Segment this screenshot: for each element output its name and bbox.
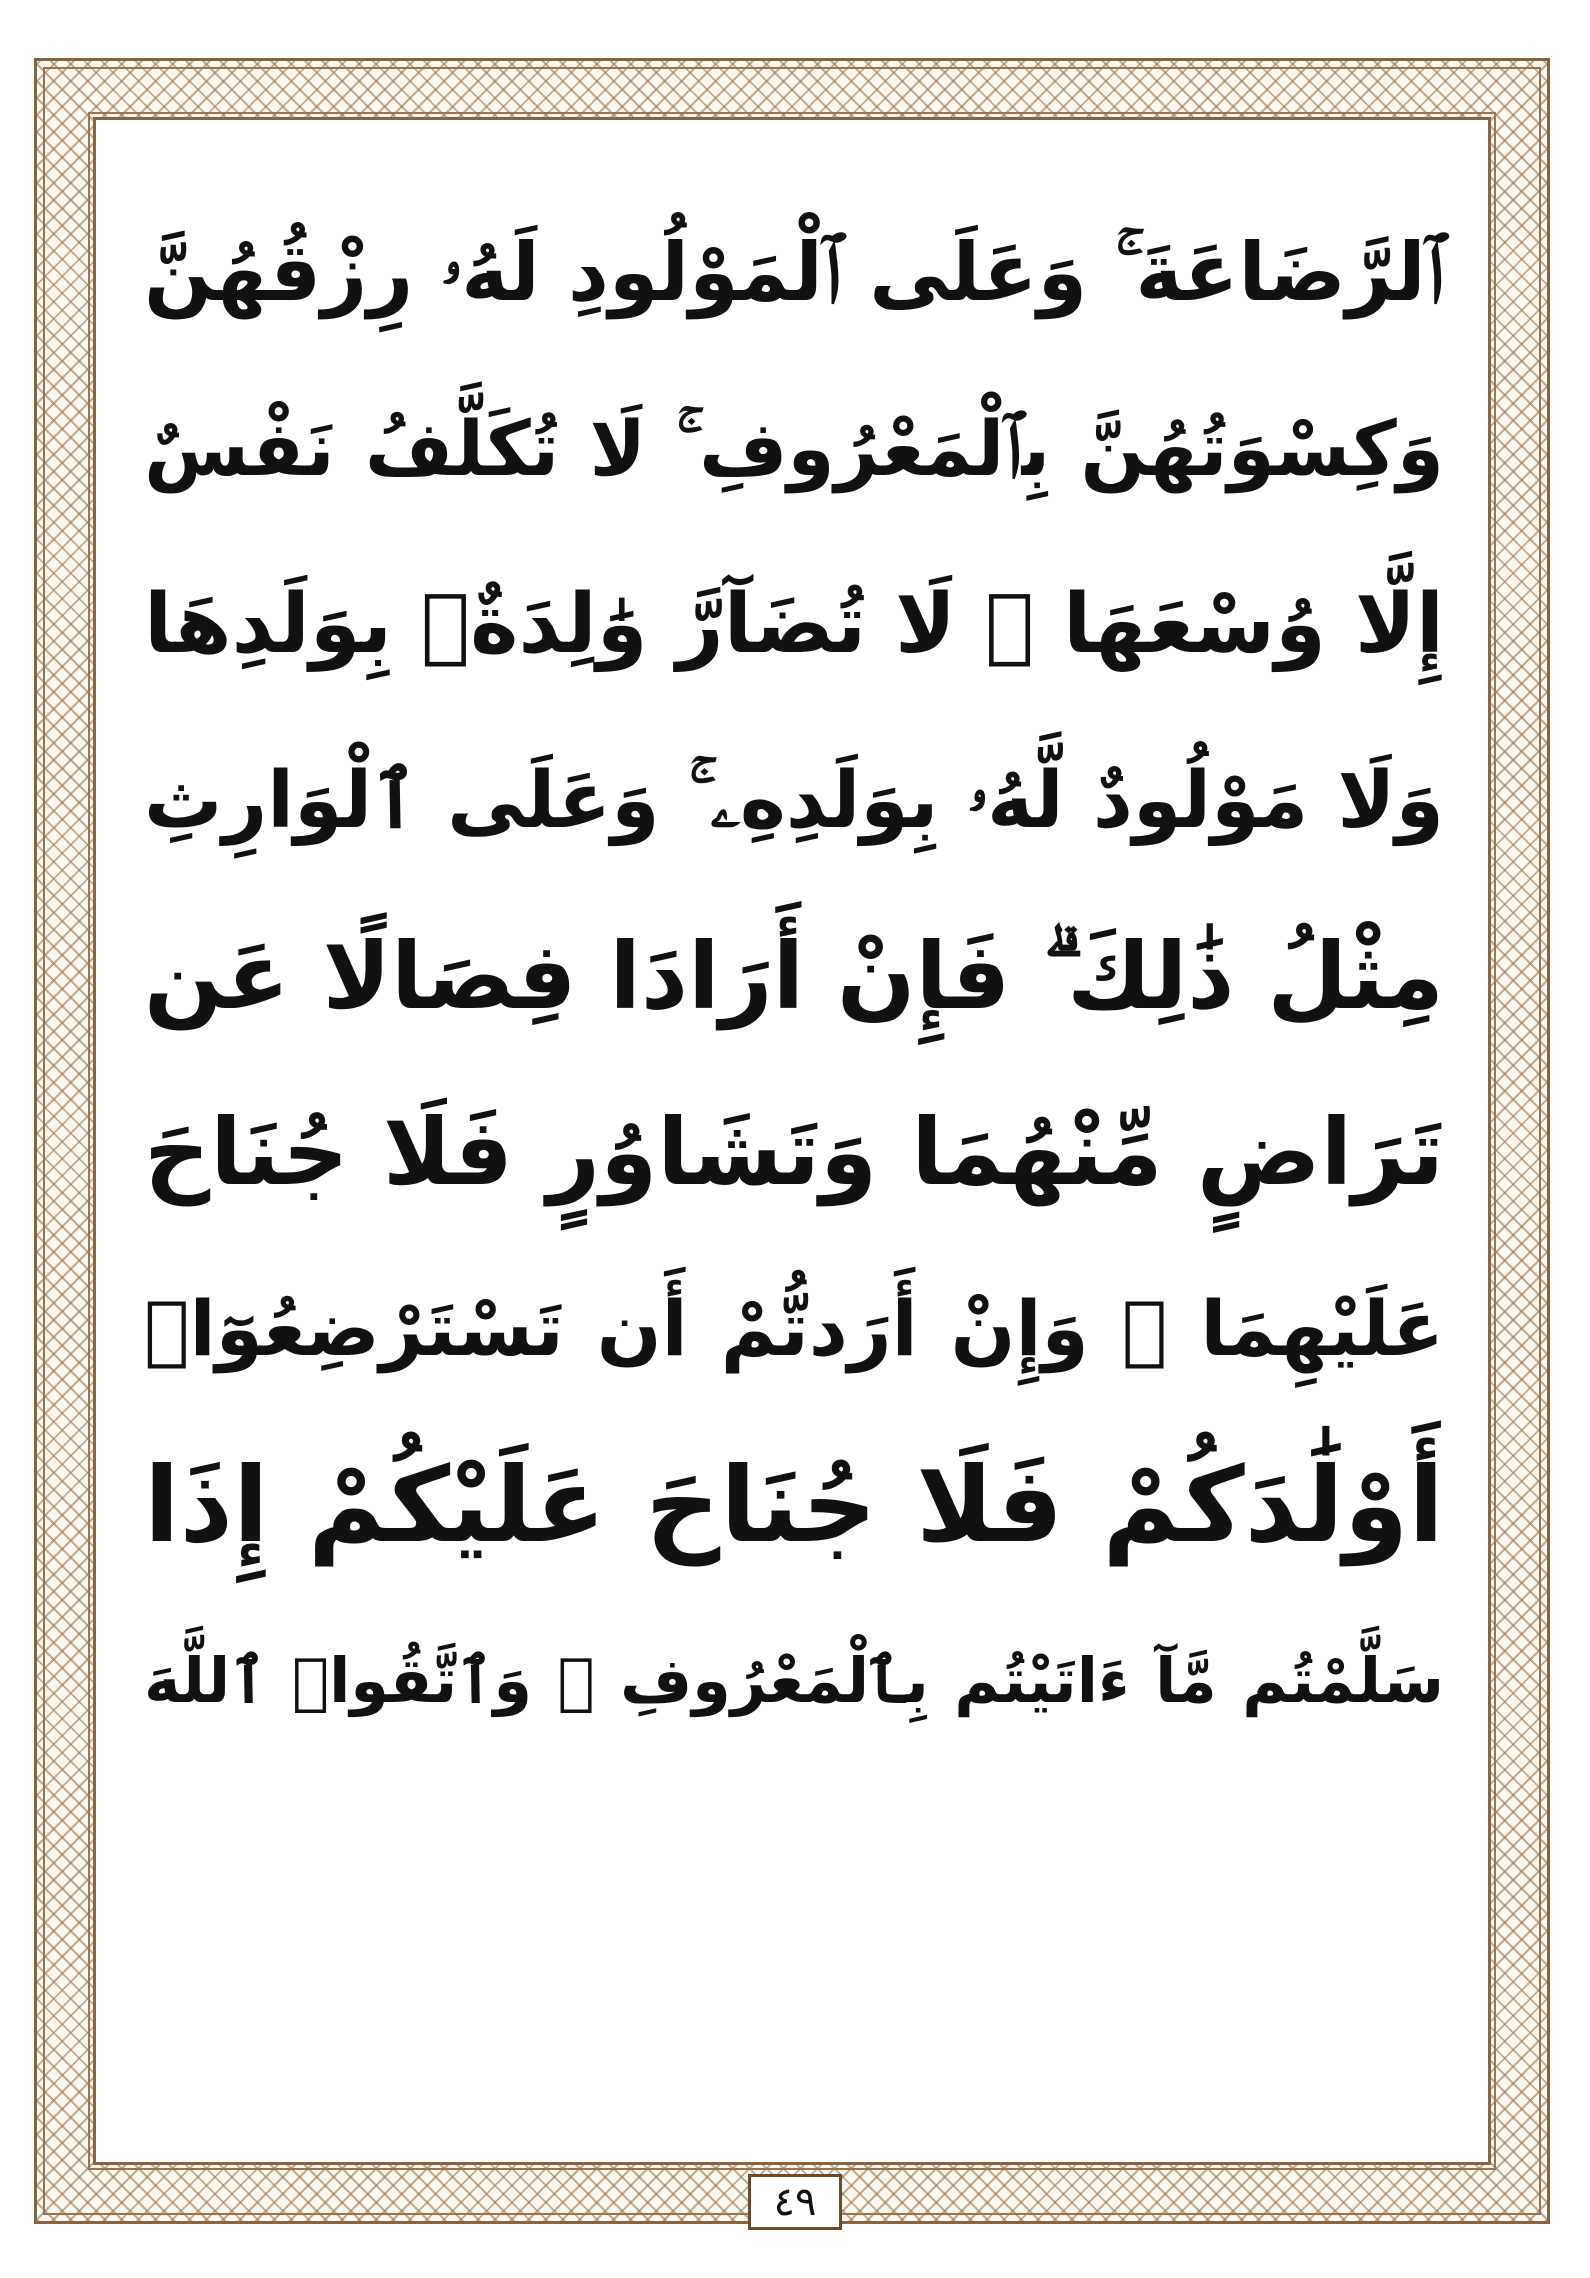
verse-line-5: مِثْلُ ذَٰلِكَ ۗ فَإِنْ أَرَادَا فِصَالًا عَن	[144, 923, 1444, 1030]
verse-line-9: سَلَّمْتُم مَّآ ءَاتَيْتُم بِٱلْمَعْرُوفِ ۗ وَٱتَّقُوا۟ ٱللَّهَ	[144, 1644, 1444, 1717]
verse-line-8: أَوْلَٰدَكُمْ فَلَا جُنَاحَ عَلَيْكُمْ إِذَا	[144, 1444, 1444, 1566]
verse-line-1: ٱلرَّضَاعَةَ ۚ وَعَلَى ٱلْمَوْلُودِ لَهُۥ رِزْقُهُنَّ	[144, 226, 1444, 319]
verse-line-6: تَرَاضٍ مِّنْهُمَا وَتَشَاوُرٍ فَلَا جُنَاحَ	[144, 1099, 1444, 1206]
text-frame	[93, 117, 1491, 2165]
verse-line-2: وَكِسْوَتُهُنَّ بِٱلْمَعْرُوفِ ۚ لَا تُكَلَّفُ نَفْسٌ	[144, 404, 1444, 493]
ornamental-border	[34, 58, 1550, 2224]
verse-line-7: عَلَيْهِمَا ۗ وَإِنْ أَرَدتُّمْ أَن تَسْتَرْضِعُوٓا۟	[144, 1284, 1444, 1373]
verse-line-4: وَلَا مَوْلُودٌ لَّهُۥ بِوَلَدِهِۦ ۚ وَعَلَى ٱلْوَارِثِ	[144, 756, 1444, 846]
verse-text-block	[144, 188, 1444, 2078]
page-number: ٤٩	[748, 2174, 842, 2230]
verse-line-3: إِلَّا وُسْعَهَا ۚ لَا تُضَآرَّ وَٰلِدَةٌۢ بِوَلَدِهَا	[144, 577, 1444, 672]
